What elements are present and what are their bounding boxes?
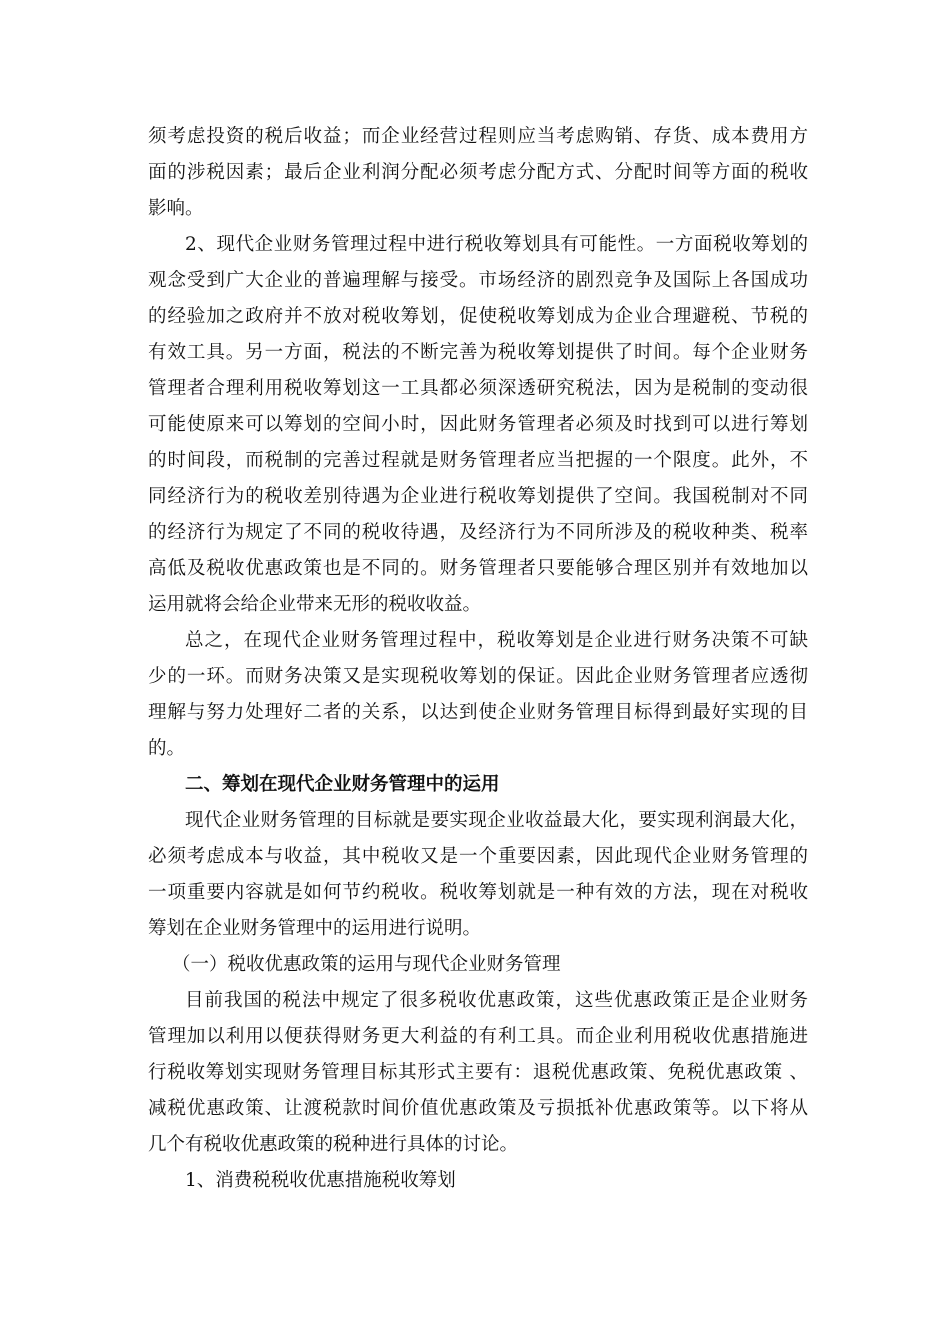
paragraph-line: 目前我国的税法中规定了很多税收优惠政策，这些优惠政策正是企业财务: [185, 990, 808, 1011]
paragraph-line: 有效工具。另一方面，税法的不断完善为税收筹划提供了时间。每个企业财务: [148, 342, 808, 363]
paragraph-line: 理解与努力处理好二者的关系，以达到使企业财务管理目标得到最好实现的目: [148, 702, 808, 723]
paragraph-line: 现代企业财务管理的目标就是要实现企业收益最大化，要实现利润最大化，: [185, 810, 808, 831]
paragraph-line: 总之，在现代企业财务管理过程中，税收筹划是企业进行财务决策不可缺: [185, 630, 808, 651]
paragraph-line: 必须考虑成本与收益，其中税收又是一个重要因素，因此现代企业财务管理的: [148, 846, 808, 867]
paragraph-line: 几个有税收优惠政策的税种进行具体的讨论。: [148, 1134, 519, 1155]
paragraph-line: 高低及税收优惠政策也是不同的。财务管理者只要能够合理区别并有效地加以: [148, 558, 808, 579]
paragraph-line: 筹划在企业财务管理中的运用进行说明。: [148, 918, 482, 939]
paragraph-line: 运用就将会给企业带来无形的税收收益。: [148, 594, 482, 615]
paragraph-line: 管理者合理利用税收筹划这一工具都必须深透研究税法，因为是税制的变动很: [148, 378, 808, 399]
paragraph-line: 的。: [148, 738, 186, 759]
paragraph-line: 减税优惠政策、让渡税款时间价值优惠政策及亏损抵补优惠政策等。以下将从: [148, 1098, 808, 1119]
paragraph-line: 一项重要内容就是如何节约税收。税收筹划就是一种有效的方法，现在对税收: [148, 882, 808, 903]
paragraph-line: 影响。: [148, 198, 204, 219]
item-heading: 1、消费税税收优惠措施税收筹划: [185, 1170, 456, 1191]
paragraph-line: 同经济行为的税收差别待遇为企业进行税收筹划提供了空间。我国税制对不同: [148, 486, 808, 507]
paragraph-line: 的经济行为规定了不同的税收待遇，及经济行为不同所涉及的税收种类、税率: [148, 522, 808, 543]
paragraph-line: 少的一环。而财务决策又是实现税收筹划的保证。因此企业财务管理者应透彻: [148, 666, 808, 687]
section-heading: 二、筹划在现代企业财务管理中的运用: [185, 774, 500, 795]
paragraph-line: 可能使原来可以筹划的空间小时，因此财务管理者必须及时找到可以进行筹划: [148, 414, 808, 435]
paragraph-line: 的经验加之政府并不放对税收筹划，促使税收筹划成为企业合理避税、节税的: [148, 306, 808, 327]
paragraph-line: 的时间段，而税制的完善过程就是财务管理者应当把握的一个限度。此外，不: [148, 450, 808, 471]
paragraph-line: 管理加以利用以便获得财务更大利益的有利工具。而企业利用税收优惠措施进: [148, 1026, 808, 1047]
paragraph-line: 2、现代企业财务管理过程中进行税收筹划具有可能性。一方面税收筹划的: [185, 234, 808, 255]
paragraph-line: 行税收筹划实现财务管理目标其形式主要有：退税优惠政策、免税优惠政策 、: [148, 1062, 808, 1083]
subsection-heading: （一）税收优惠政策的运用与现代企业财务管理: [172, 954, 561, 975]
paragraph-line: 须考虑投资的税后收益；而企业经营过程则应当考虑购销、存货、成本费用方: [148, 126, 808, 147]
paragraph-line: 面的涉税因素；最后企业利润分配必须考虑分配方式、分配时间等方面的税收: [148, 162, 808, 183]
paragraph-line: 观念受到广大企业的普遍理解与接受。市场经济的剧烈竞争及国际上各国成功: [148, 270, 808, 291]
